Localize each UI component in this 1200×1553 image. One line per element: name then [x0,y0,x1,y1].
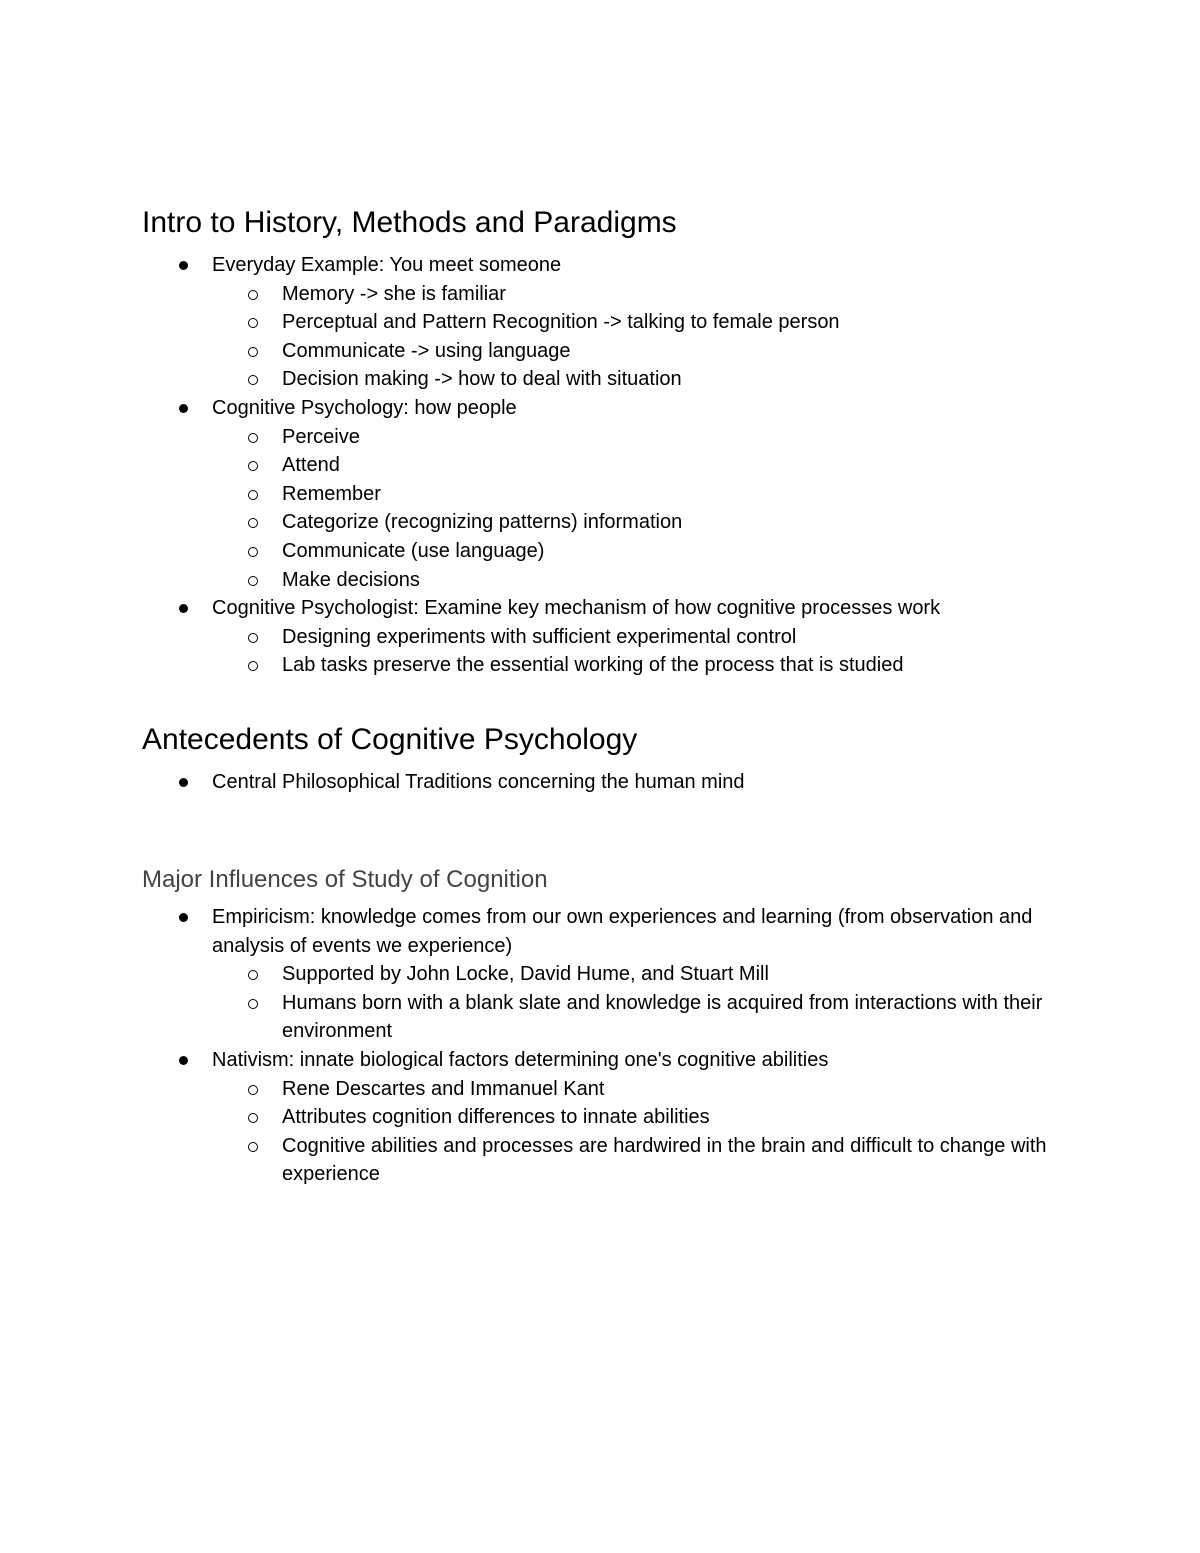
hollow-bullet-icon [248,375,258,385]
hollow-bullet-icon [248,433,258,443]
hollow-bullet-icon [248,347,258,357]
list-item-text: Empiricism: knowledge comes from our own experiences and learning (from observation and analysis of events we experience) [212,906,1033,957]
list-item [142,1046,1082,1189]
filled-bullet-icon [179,1056,188,1065]
sub-list-item-text: Attend [282,454,340,477]
sub-list-item [212,989,1082,1046]
hollow-bullet-icon [248,318,258,328]
bullet-list [142,251,1082,680]
sub-list-item [212,1132,1082,1189]
sub-list-item [212,423,1082,452]
hollow-bullet-icon [248,1085,258,1095]
sub-list-item-text: Supported by John Locke, David Hume, and Stuart Mill [282,963,769,986]
list-item-text: Everyday Example: You meet someone [212,254,562,276]
sub-list-item [212,451,1082,480]
sub-bullet-list [212,423,1082,595]
sub-list-item [212,651,1082,680]
sub-list-item-text: Designing experiments with sufficient experimental control [282,625,797,648]
hollow-bullet-icon [248,1113,258,1123]
filled-bullet-icon [179,604,188,613]
section-major-influences [142,865,1082,1189]
sub-list-item-text: Rene Descartes and Immanuel Kant [282,1077,605,1100]
sub-list-item-text: Perceive [282,425,360,448]
section-subheading: Major Influences of Study of Cognition [142,866,548,893]
sub-list-item-text: Remember [282,482,381,505]
sub-list-item-text: Make decisions [282,568,420,591]
sub-list-item-text: Categorize (recognizing patterns) information [282,511,683,534]
sub-list-item [212,508,1082,537]
sub-list-item [212,960,1082,989]
hollow-bullet-icon [248,1142,258,1152]
sub-list-item-text: Communicate -> using language [282,339,571,362]
list-item-text: Nativism: innate biological factors determining one's cognitive abilities [212,1048,829,1071]
section-antecedents [142,722,1082,797]
sub-list-item [212,1103,1082,1132]
filled-bullet-icon [179,913,188,922]
hollow-bullet-icon [248,661,258,671]
sub-list-item [212,480,1082,509]
list-item-text: Cognitive Psychology: how people [212,396,517,419]
sub-bullet-list [212,280,1082,394]
section-heading: Intro to History, Methods and Paradigms [142,206,677,239]
sub-list-item-text: Perceptual and Pattern Recognition -> talking to female person [282,311,840,334]
sub-list-item-text: Decision making -> how to deal with situation [282,368,682,391]
sub-list-item-text: Communicate (use language) [282,539,545,562]
hollow-bullet-icon [248,518,258,528]
section-heading: Antecedents of Cognitive Psychology [142,723,638,756]
sub-list-item-text: Attributes cognition differences to innate abilities [282,1106,710,1129]
hollow-bullet-icon [248,633,258,643]
hollow-bullet-icon [248,490,258,500]
sub-bullet-list [212,1075,1082,1189]
hollow-bullet-icon [248,999,258,1009]
hollow-bullet-icon [248,547,258,557]
hollow-bullet-icon [248,290,258,300]
sub-list-item [212,1075,1082,1104]
list-item [142,594,1082,680]
sub-list-item [212,623,1082,652]
bullet-list [142,903,1082,1189]
sub-list-item-text: Humans born with a blank slate and knowledge is acquired from interactions with their environment [282,991,1043,1043]
sub-list-item [212,308,1082,337]
hollow-bullet-icon [248,461,258,471]
filled-bullet-icon [179,404,188,413]
list-item-text: Cognitive Psychologist: Examine key mechanism of how cognitive processes work [212,597,941,620]
sub-list-item [212,537,1082,566]
filled-bullet-icon [179,261,188,270]
filled-bullet-icon [179,778,188,787]
sub-list-item-text: Cognitive abilities and processes are hardwired in the brain and difficult to change with experience [282,1134,1047,1186]
list-item [142,394,1082,594]
sub-list-item-text: Memory -> she is familiar [282,282,506,305]
sub-list-item [212,365,1082,394]
list-item [142,251,1082,394]
sub-bullet-list [212,960,1082,1046]
list-item [142,903,1082,1046]
sub-bullet-list [212,623,1082,680]
section-intro [142,205,1082,680]
list-item [142,768,1082,797]
sub-list-item [212,566,1082,595]
sub-list-item-text: Lab tasks preserve the essential working of the process that is studied [282,654,904,677]
sub-list-item [212,280,1082,309]
list-item-text: Central Philosophical Traditions concerning the human mind [212,771,745,793]
hollow-bullet-icon [248,970,258,980]
bullet-list [142,768,1082,797]
sub-list-item [212,337,1082,366]
hollow-bullet-icon [248,576,258,586]
